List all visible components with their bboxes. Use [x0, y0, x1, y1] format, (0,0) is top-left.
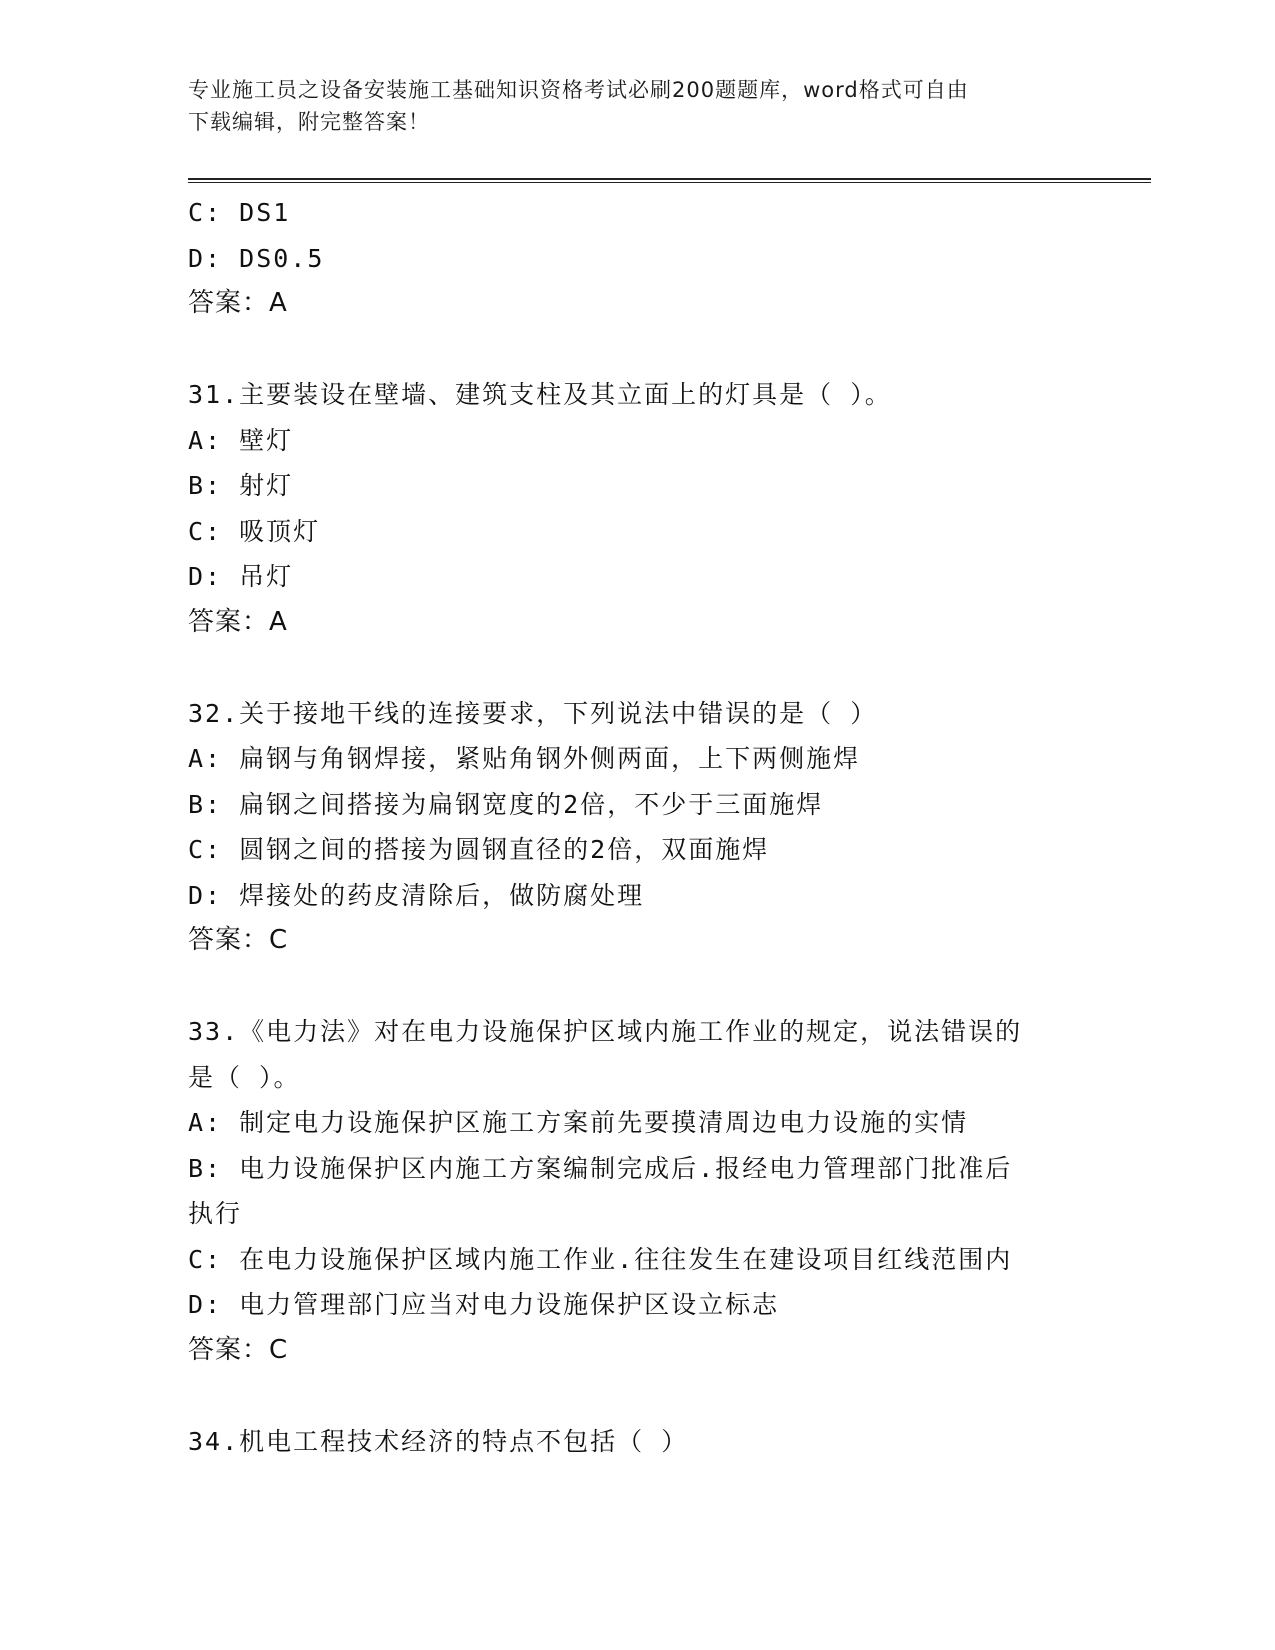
question-32	[188, 691, 1088, 964]
header-line-2: 下载编辑，附完整答案！	[188, 110, 430, 134]
option-d: D: 焊接处的药皮清除后，做防腐处理	[188, 880, 645, 910]
answer: 答案：C	[188, 1334, 289, 1365]
option-c: C: 圆钢之间的搭接为圆钢直径的2倍，双面施焊	[188, 835, 770, 864]
question-stem-line-1: 33.《电力法》对在电力设施保护区域内施工作业的规定，说法错误的	[188, 1017, 1023, 1046]
option-c: C: 吸顶灯	[188, 516, 321, 546]
option-d: D: DS0.5	[188, 243, 325, 273]
option-a: A: 制定电力设施保护区施工方案前先要摸清周边电力设施的实情	[188, 1108, 969, 1137]
header-divider	[188, 178, 1151, 183]
question-stem: 31.主要装设在壁墙、建筑支柱及其立面上的灯具是（ ）。	[188, 380, 892, 409]
option-b-line-1: B: 电力设施保护区内施工方案编制完成后.报经电力管理部门批准后	[188, 1153, 1013, 1183]
question-33	[188, 1009, 1088, 1373]
question-31	[188, 372, 1088, 645]
answer: 答案：A	[188, 288, 288, 318]
spacer	[188, 1373, 1088, 1419]
question-stem-line-2: 是（ ）。	[188, 1062, 301, 1092]
option-c: C: 在电力设施保护区域内施工作业.往往发生在建设项目红线范围内	[188, 1244, 1013, 1274]
option-d: D: 电力管理部门应当对电力设施保护区设立标志	[188, 1290, 780, 1319]
option-d: D: 吊灯	[188, 562, 294, 591]
question-stem: 32.关于接地干线的连接要求，下列说法中错误的是（ ）	[188, 698, 878, 728]
option-b-line-2: 执行	[188, 1199, 243, 1228]
spacer	[188, 327, 1088, 373]
question-30-tail	[188, 190, 1088, 327]
header-line-1: 专业施工员之设备安装施工基础知识资格考试必刷200题题库，word格式可自由	[188, 78, 969, 102]
option-b: B: 射灯	[188, 471, 294, 500]
option-a: A: 壁灯	[188, 425, 294, 455]
answer: 答案：A	[188, 606, 288, 637]
question-stem: 34.机电工程技术经济的特点不包括（ ）	[188, 1426, 689, 1456]
spacer	[188, 964, 1088, 1010]
question-content	[188, 190, 1088, 1464]
option-a: A: 扁钢与角钢焊接，紧贴角钢外侧两面，上下两侧施焊	[188, 744, 861, 773]
document-header	[188, 74, 1068, 138]
answer: 答案：C	[188, 925, 289, 955]
spacer	[188, 645, 1088, 691]
option-b: B: 扁钢之间搭接为扁钢宽度的2倍，不少于三面施焊	[188, 789, 824, 819]
question-34	[188, 1419, 1088, 1465]
option-c: C: DS1	[188, 198, 291, 227]
